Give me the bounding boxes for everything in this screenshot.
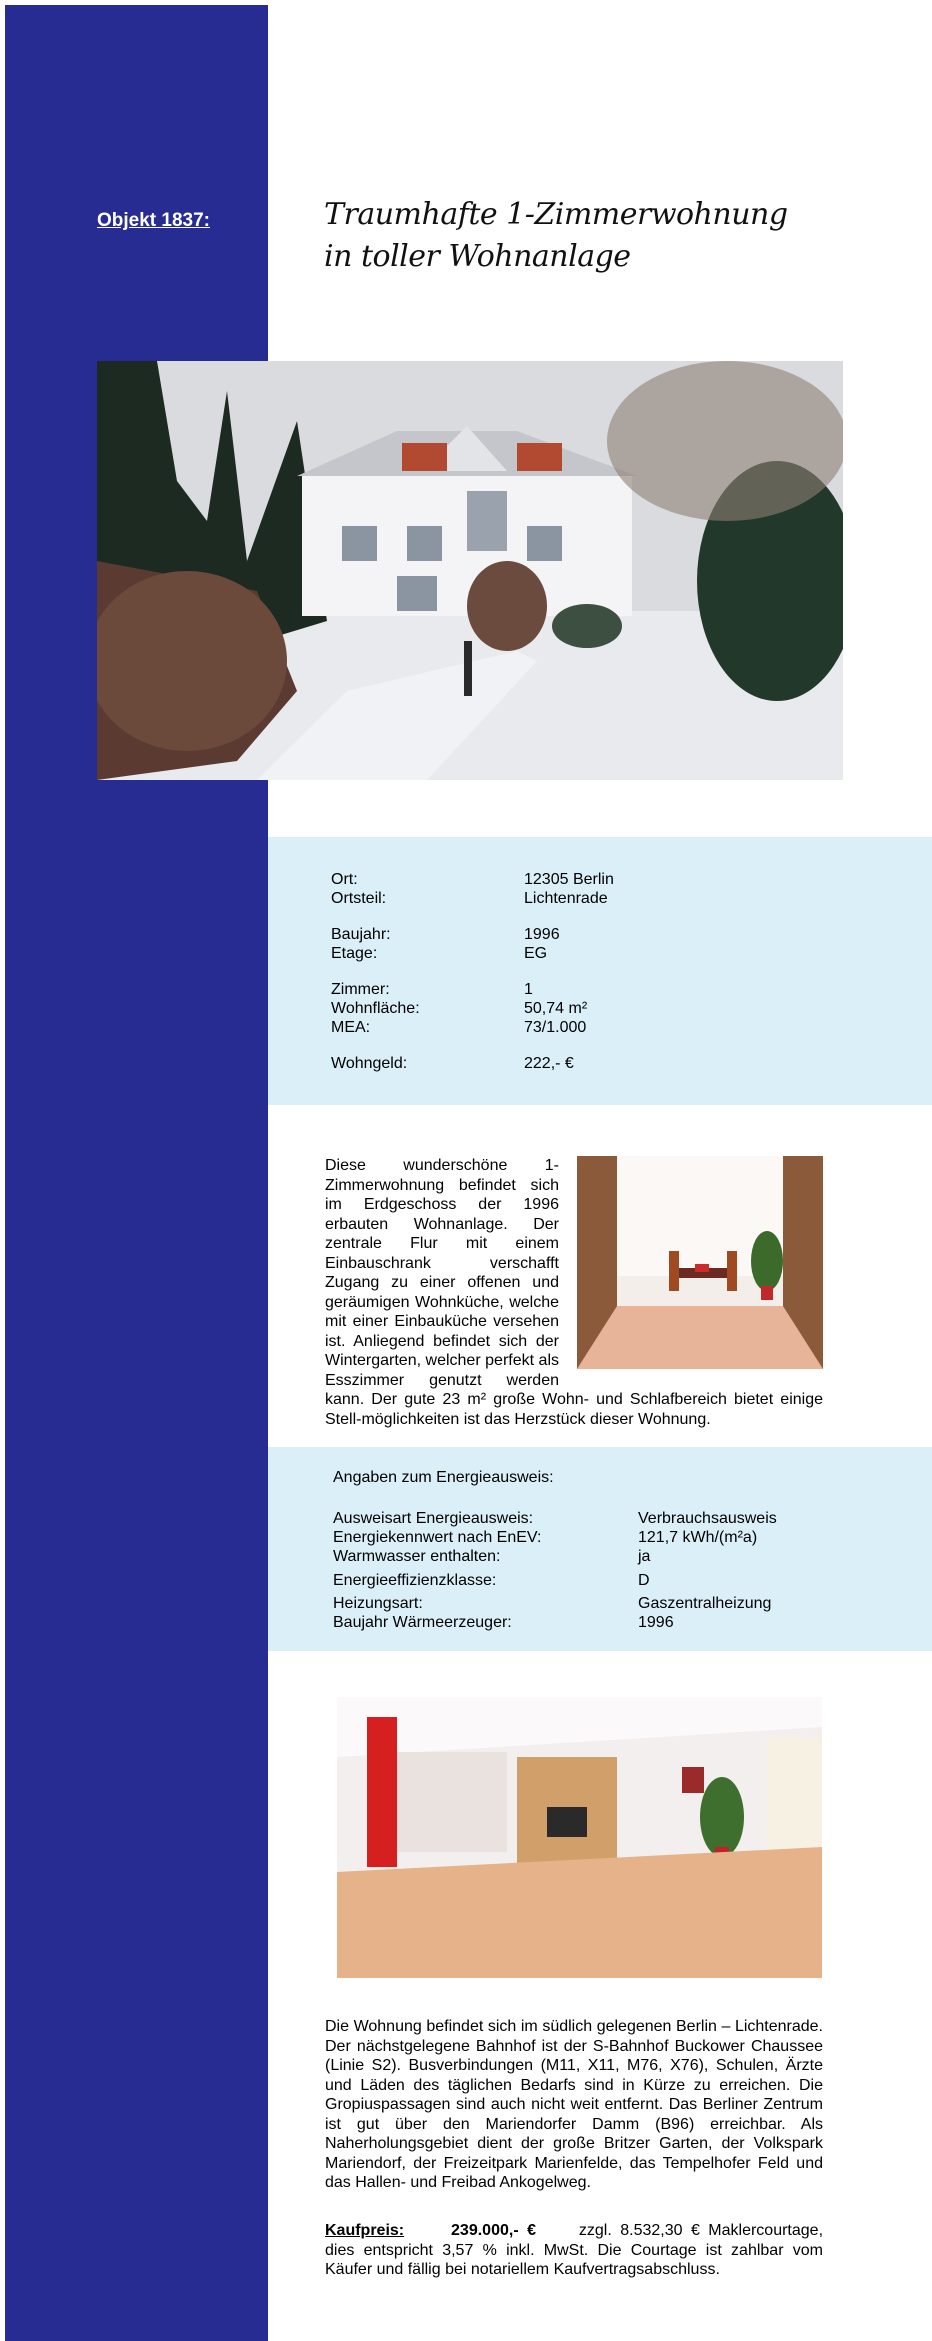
baujahr-label: Baujahr: (331, 926, 391, 943)
wohngeld-label: Wohngeld: (331, 1055, 408, 1072)
dining-photo (577, 1156, 823, 1369)
wohnflaeche-value: 50,74 m² (524, 1000, 588, 1017)
heizungsart-value: Gaszentralheizung (638, 1595, 772, 1612)
effizienzklasse-value: D (638, 1572, 650, 1589)
zimmer-value: 1 (524, 981, 533, 998)
description-block (325, 1156, 823, 1429)
warmwasser-label: Warmwasser enthalten: (333, 1548, 501, 1565)
ortsteil-value: Lichtenrade (524, 890, 608, 907)
headline-line-1: Traumhafte 1-Zimmerwohnung (324, 197, 788, 232)
waermeerzeuger-value: 1996 (638, 1614, 674, 1631)
price-value: 239.000,- € (451, 2222, 536, 2239)
zimmer-label: Zimmer: (331, 981, 390, 998)
living-room-photo (337, 1697, 822, 1978)
headline (324, 194, 788, 278)
key-facts-table (331, 870, 831, 1070)
warmwasser-value: ja (638, 1548, 651, 1565)
price-block (325, 2221, 823, 2280)
energy-title: Angaben zum Energieausweis: (333, 1469, 554, 1486)
wohngeld-value: 222,- € (524, 1055, 574, 1072)
ort-value: 12305 Berlin (524, 871, 614, 888)
kennwert-label: Energiekennwert nach EnEV: (333, 1529, 542, 1546)
kennwert-value: 121,7 kWh/(m²a) (638, 1529, 758, 1546)
price-note: zzgl. 8.532,30 € Maklercourtage, dies entspricht 3,57 % inkl. MwSt. Die Courtage ist zahlbar vom Käufer und fällig bei notariellem Kaufvertragsabschluss. (325, 2222, 824, 2278)
ausweisart-value: Verbrauchsausweis (638, 1510, 777, 1527)
sidebar-band (5, 5, 268, 2341)
baujahr-value: 1996 (524, 926, 560, 943)
effizienzklasse-label: Energieeffizienzklasse: (333, 1572, 497, 1589)
location-text: Die Wohnung befindet sich im südlich gelegenen Berlin – Lichtenrade. Der nächstgelegene Bahnhof ist der S-Bahnhof Buckower Chaussee (Linie S2). Busverbindungen (M11, X11, M76, X76), Schulen, Ärzte und Läden des täglichen Bedarfs sind in Kürze zu erreichen. Die Gropiuspassagen sind auch nicht weit entfernt. Das Berliner Zentrum ist gut über den Mariendorfer Damm (B96) erreichbar. Als Naherholungsgebiet dient der große Britzer Garten, der Volkspark Mariendorf, der Freizeitpark Marienfelde, das Tempelhofer Feld und das Hallen- und Freibad Ankogelweg. (325, 2018, 823, 2191)
etage-value: EG (524, 945, 548, 962)
mea-value: 73/1.000 (524, 1019, 587, 1036)
ort-label: Ort: (331, 871, 358, 888)
object-number: Objekt 1837: (97, 210, 210, 231)
description-text: Diese wunderschöne 1-Zimmerwohnung befindet sich im Erdgeschoss der 1996 erbauten Wohnanlage. Der zentrale Flur mit einem Einbauschrank verschafft Zugang zu einer offenen und geräumigen Wohnküche, welche mit einer Einbauküche versehen ist. Anliegend befindet sich der Wintergarten, welcher perfekt als Esszimmer genutzt werden kann. Der gute 23 m² große Wohn- und Schlafbereich bietet einige Stell-möglichkeiten ist das Herzstück dieser Wohnung. (325, 1157, 823, 1428)
mea-label: MEA: (331, 1019, 371, 1036)
exterior-photo (97, 361, 843, 780)
etage-label: Etage: (331, 945, 378, 962)
energy-table (333, 1468, 893, 1638)
heizungsart-label: Heizungsart: (333, 1595, 423, 1612)
ausweisart-label: Ausweisart Energieausweis: (333, 1510, 534, 1527)
ortsteil-label: Ortsteil: (331, 890, 387, 907)
headline-line-2: in toller Wohnanlage (324, 239, 631, 274)
waermeerzeuger-label: Baujahr Wärmeerzeuger: (333, 1614, 512, 1631)
wohnflaeche-label: Wohnfläche: (331, 1000, 420, 1017)
price-label: Kaufpreis: (325, 2222, 405, 2239)
